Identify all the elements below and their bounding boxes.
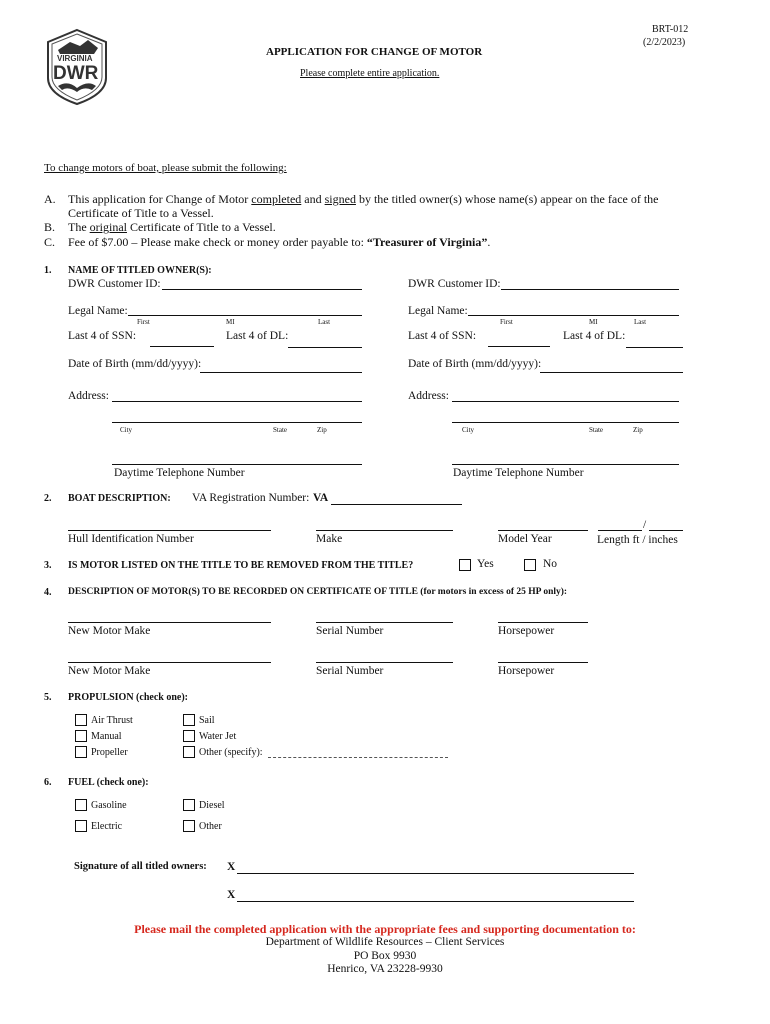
electric-label: Electric [91,821,123,832]
remove-yes-checkbox[interactable] [459,559,471,571]
owner2-ssn-label: Last 4 of SSN: [408,330,477,342]
item-a-text: This application for Change of Motor completed and signed by the titled owner(s) whose name(s) appear on the face of the [68,192,659,206]
section-6-heading: FUEL (check one): [68,777,149,788]
owner2-zip-caption: Zip [633,426,643,434]
length-in-field[interactable] [649,530,683,531]
owner2-legal-name-field[interactable] [468,315,679,316]
owner1-ssn-field[interactable] [150,346,214,347]
motor1-make-label: New Motor Make [68,625,151,637]
motor2-make-label: New Motor Make [68,665,151,677]
mailing-address-line1: Department of Wildlife Resources – Client Services [265,936,505,948]
gasoline-label: Gasoline [91,800,127,811]
owner2-dl-label: Last 4 of DL: [563,330,626,342]
owner1-customer-id-label: DWR Customer ID: [68,278,161,290]
air-thrust-checkbox[interactable] [75,714,87,726]
motor1-make-field[interactable] [68,622,271,623]
owner1-dob-label: Date of Birth (mm/dd/yyyy): [68,358,202,370]
motor2-hp-label: Horsepower [498,665,555,677]
mailing-notice: Please mail the completed application with the appropriate fees and supporting documentation to: [134,922,636,936]
water-jet-label: Water Jet [199,731,237,742]
owner1-state-caption: State [273,426,287,434]
owner1-address-label: Address: [68,390,109,402]
manual-label: Manual [91,731,122,742]
section-3-number: 3. [44,560,52,571]
owner1-phone-label: Daytime Telephone Number [114,467,245,479]
owner2-first-caption: First [500,318,513,326]
motor2-hp-field[interactable] [498,662,588,663]
owner1-legal-name-label: Legal Name: [68,305,128,317]
owner2-legal-name-label: Legal Name: [408,305,468,317]
owner2-dob-label: Date of Birth (mm/dd/yyyy): [408,358,542,370]
propeller-label: Propeller [91,747,128,758]
section-4-number: 4. [44,587,52,598]
owner2-city-caption: City [462,426,475,434]
propulsion-other-checkbox[interactable] [183,746,195,758]
form-number: BRT-012 [652,24,689,35]
make-label: Make [316,533,343,545]
owner1-ssn-label: Last 4 of SSN: [68,330,137,342]
sail-checkbox[interactable] [183,714,195,726]
motor1-serial-field[interactable] [316,622,453,623]
length-label: Length ft / inches [597,534,678,546]
logo-text-main: DWR [53,63,99,84]
owner1-mi-caption: MI [226,318,235,326]
mailing-address-line2: PO Box 9930 [353,950,417,962]
owner2-phone-field[interactable] [452,464,679,465]
owner1-address-field[interactable] [112,401,362,402]
hull-id-label: Hull Identification Number [68,533,194,545]
electric-checkbox[interactable] [75,820,87,832]
section-1-number: 1. [44,265,52,276]
section-3-heading: IS MOTOR LISTED ON THE TITLE TO BE REMOVED FROM THE TITLE? [68,560,414,571]
section-6-number: 6. [44,777,52,788]
item-b-letter: B. [44,220,56,234]
gasoline-checkbox[interactable] [75,799,87,811]
owner1-last-caption: Last [318,318,331,326]
diesel-checkbox[interactable] [183,799,195,811]
owner1-dob-field[interactable] [200,372,362,373]
model-year-field[interactable] [498,530,588,531]
owner2-dob-field[interactable] [540,372,683,373]
mailing-address-line3: Henrico, VA 23228-9930 [327,963,443,975]
model-year-label: Model Year [498,533,552,545]
owner2-address-label: Address: [408,390,449,402]
owner1-legal-name-field[interactable] [128,315,362,316]
owner2-address-line2[interactable] [452,422,679,423]
page-subtitle: Please complete entire application. [300,68,440,79]
section-4-heading: DESCRIPTION OF MOTOR(S) TO BE RECORDED ON CERTIFICATE OF TITLE (for motors in excess of 25 HP only): [68,587,568,597]
length-slash: / [643,519,647,531]
signature-x-1: X [227,861,236,873]
fuel-other-label: Other [199,821,222,832]
owner2-state-caption: State [589,426,603,434]
diesel-label: Diesel [199,800,225,811]
motor1-hp-label: Horsepower [498,625,555,637]
remove-no-checkbox[interactable] [524,559,536,571]
propulsion-other-field[interactable] [268,757,448,758]
remove-no-label: No [543,558,558,570]
motor2-serial-label: Serial Number [316,665,384,677]
item-b-text: The original Certificate of Title to a Vessel. [68,220,276,234]
manual-checkbox[interactable] [75,730,87,742]
section-2-heading: BOAT DESCRIPTION: [68,493,171,504]
owner2-mi-caption: MI [589,318,598,326]
owner2-customer-id-field[interactable] [501,289,679,290]
motor1-hp-field[interactable] [498,622,588,623]
section-5-heading: PROPULSION (check one): [68,692,188,703]
owner1-city-caption: City [120,426,133,434]
motor2-serial-field[interactable] [316,662,453,663]
owner1-first-caption: First [137,318,150,326]
va-registration-label: VA Registration Number: [192,492,310,504]
intro-heading: To change motors of boat, please submit the following: [44,162,287,174]
section-5-number: 5. [44,692,52,703]
air-thrust-label: Air Thrust [91,715,133,726]
signature-x-2: X [227,889,236,901]
propeller-checkbox[interactable] [75,746,87,758]
hull-id-field[interactable] [68,530,271,531]
dwr-logo [44,28,110,106]
owner2-ssn-field[interactable] [488,346,550,347]
item-c-text: Fee of $7.00 – Please make check or money order payable to: “Treasurer of Virginia”. [68,235,491,249]
owner1-dl-field[interactable] [288,347,362,348]
remove-yes-label: Yes [477,558,494,570]
water-jet-checkbox[interactable] [183,730,195,742]
owner1-phone-field[interactable] [112,464,362,465]
item-a-line2: Certificate of Title to a Vessel. [68,206,214,220]
owner2-dl-field[interactable] [626,347,683,348]
page-title: APPLICATION FOR CHANGE OF MOTOR [266,46,483,58]
form-date: (2/2/2023) [643,37,686,48]
make-field[interactable] [316,530,453,531]
signature-field-1[interactable] [237,873,634,874]
owner1-address-line2[interactable] [112,422,362,423]
logo-text-top: VIRGINIA [57,54,93,63]
owner2-customer-id-label: DWR Customer ID: [408,278,501,290]
signature-label: Signature of all titled owners: [74,861,207,872]
signature-field-2[interactable] [237,901,634,902]
va-prefix: VA [313,492,329,504]
propulsion-other-label: Other (specify): [199,747,263,758]
owner2-last-caption: Last [634,318,647,326]
motor2-make-field[interactable] [68,662,271,663]
item-c-letter: C. [44,235,56,249]
owner1-customer-id-field[interactable] [162,289,362,290]
motor1-serial-label: Serial Number [316,625,384,637]
va-registration-field[interactable] [331,504,462,505]
owner2-address-field[interactable] [452,401,679,402]
owner1-dl-label: Last 4 of DL: [226,330,289,342]
section-1-heading: NAME OF TITLED OWNER(S): [68,265,212,276]
owner1-zip-caption: Zip [317,426,327,434]
fuel-other-checkbox[interactable] [183,820,195,832]
length-ft-field[interactable] [598,530,642,531]
section-2-number: 2. [44,493,52,504]
item-a-letter: A. [44,192,56,206]
sail-label: Sail [199,715,215,726]
owner2-phone-label: Daytime Telephone Number [453,467,584,479]
